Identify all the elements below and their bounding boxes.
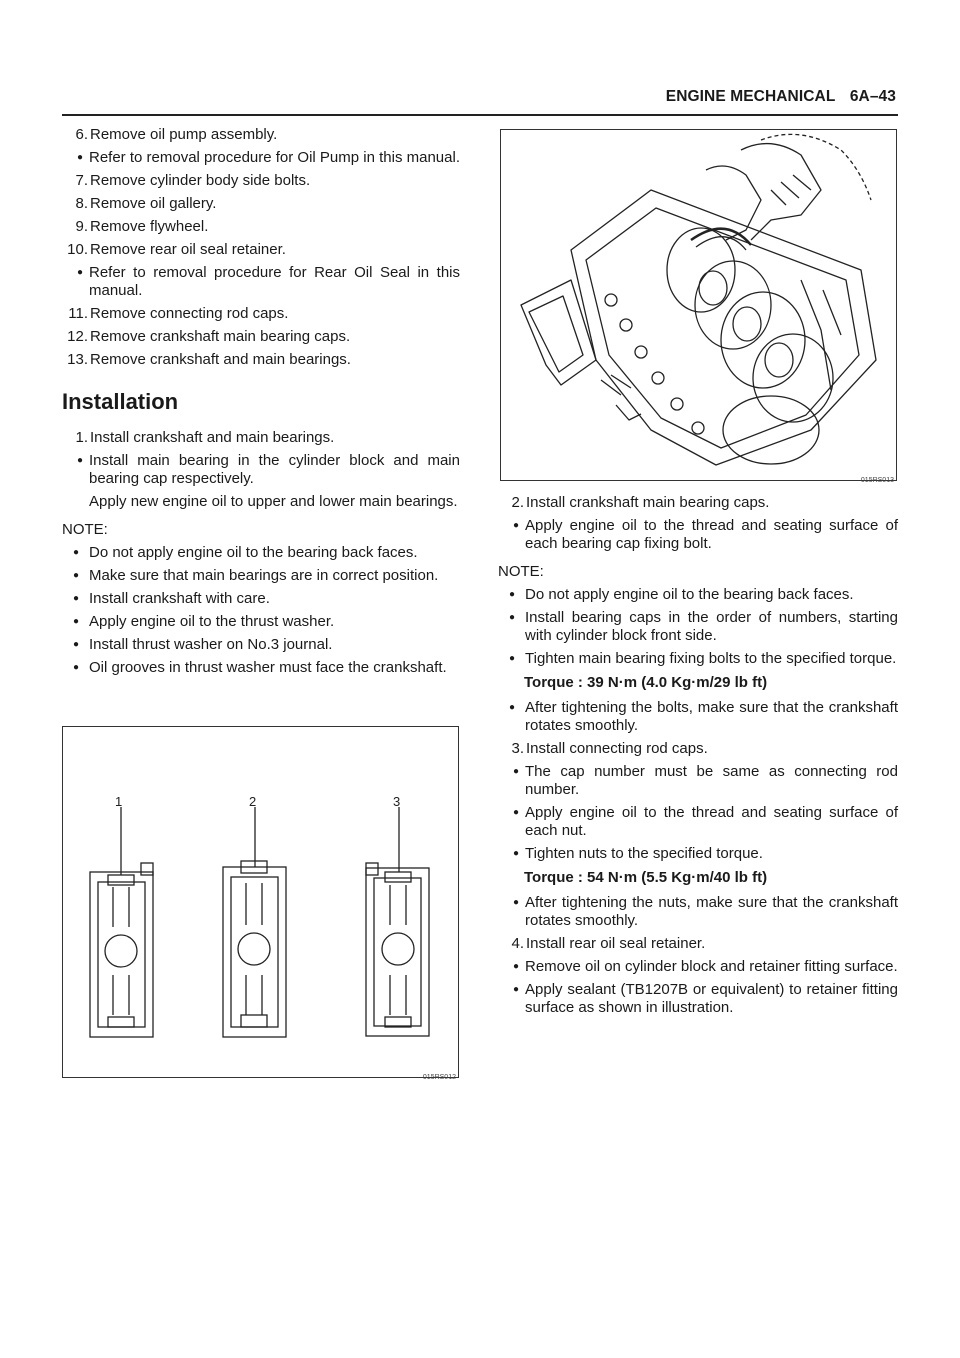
step-6: 6. Remove oil pump assembly. <box>75 126 278 143</box>
note-item: ● Do not apply engine oil to the bearing back faces. <box>498 586 898 604</box>
install-step-3: 3. Install connecting rod caps. <box>511 740 708 757</box>
header-rule <box>62 114 898 116</box>
install-step-1: 1. Install crankshaft and main bearings. <box>75 429 335 446</box>
bearing-label-1: 1 <box>115 794 123 809</box>
bearings-drawing <box>63 727 458 1077</box>
right-column <box>498 490 898 1022</box>
figure-code: 015RS012 <box>422 1074 456 1081</box>
step-9: 9. Remove flywheel. <box>75 218 209 235</box>
page-number: 6A–43 <box>849 88 896 105</box>
step-10: 10. Remove rear oil seal retainer. <box>67 241 286 258</box>
install-step-4-sub: ● Remove oil on cylinder block and retainer fitting surface. <box>498 958 898 976</box>
install-step-3-after: ● After tightening the nuts, make sure that the crankshaft rotates smoothly. <box>498 894 898 930</box>
step-10-sub: ● Refer to removal procedure for Rear Oil Seal in this manual. <box>62 264 460 300</box>
bearing-label-2: 2 <box>249 794 257 809</box>
note-label: NOTE: <box>62 521 108 538</box>
step-12: 12. Remove crankshaft main bearing caps. <box>67 328 351 345</box>
install-step-1-cont: Apply new engine oil to upper and lower main bearings. <box>89 493 458 510</box>
main-bearings-illustration <box>62 726 459 1081</box>
note-item: ● Do not apply engine oil to the bearing back faces. <box>62 544 460 562</box>
install-step-2-sub: ● Apply engine oil to the thread and seating surface of each bearing cap fixing bolt. <box>498 517 898 553</box>
step-11: 11. Remove connecting rod caps. <box>68 305 289 322</box>
step-7: 7. Remove cylinder body side bolts. <box>75 172 311 189</box>
note-item: ● Make sure that main bearings are in correct position. <box>62 567 460 585</box>
torque-spec: Torque : 39 N·m (4.0 Kg·m/29 lb ft) <box>524 674 768 691</box>
note-item: ● After tightening the bolts, make sure that the crankshaft rotates smoothly. <box>498 699 898 735</box>
install-step-3-sub: ● The cap number must be same as connecting rod number. <box>498 763 898 799</box>
section-title: ENGINE MECHANICAL <box>665 88 836 105</box>
note-item: ● Install bearing caps in the order of numbers, starting with cylinder block front side. <box>498 609 898 645</box>
note-item: ● Oil grooves in thrust washer must face the crankshaft. <box>62 659 460 677</box>
note-item: ● Install thrust washer on No.3 journal. <box>62 636 460 654</box>
torque-spec: Torque : 54 N·m (5.5 Kg·m/40 lb ft) <box>524 869 768 886</box>
installation-heading: Installation <box>62 389 179 414</box>
install-step-2: 2. Install crankshaft main bearing caps. <box>511 494 770 511</box>
step-8: 8. Remove oil gallery. <box>75 195 217 212</box>
step-13: 13. Remove crankshaft and main bearings. <box>67 351 351 368</box>
note-item: ● Tighten main bearing fixing bolts to the specified torque. <box>498 650 898 668</box>
left-column <box>62 122 460 682</box>
step-6-sub: ● Refer to removal procedure for Oil Pump in this manual. <box>62 149 460 167</box>
install-step-3-sub: ● Apply engine oil to the thread and seating surface of each nut. <box>498 804 898 840</box>
install-step-4: 4. Install rear oil seal retainer. <box>511 935 706 952</box>
note-item: ● Apply engine oil to the thrust washer. <box>62 613 460 631</box>
figure-code: 015RS013 <box>860 477 894 484</box>
note-item: ● Install crankshaft with care. <box>62 590 460 608</box>
crankshaft-illustration <box>500 129 897 484</box>
install-step-3-sub: ● Tighten nuts to the specified torque. <box>498 845 898 863</box>
crankshaft-drawing <box>501 130 896 480</box>
bearing-label-3: 3 <box>393 794 401 809</box>
install-step-1-sub: ● Install main bearing in the cylinder block and main bearing cap respectively. <box>62 452 460 488</box>
page-header <box>666 88 896 106</box>
note-label: NOTE: <box>498 563 544 580</box>
install-step-4-sub: ● Apply sealant (TB1207B or equivalent) to retainer fitting surface as shown in illustration. <box>498 981 898 1017</box>
